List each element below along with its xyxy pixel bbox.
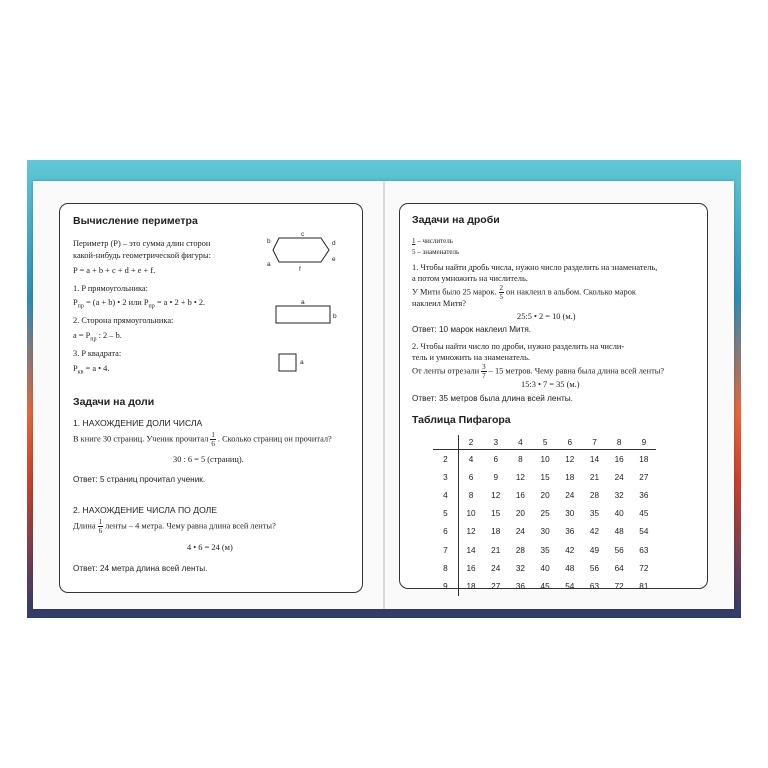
pythagoras-column-header: 5 — [533, 435, 558, 450]
numerator-label: 1 – числитель — [412, 237, 453, 245]
fraction-task1-text-line2: наклеил Митя? — [412, 299, 466, 308]
pythagoras-cell: 16 — [466, 563, 476, 573]
hexagon-shape — [273, 238, 329, 262]
pythagoras-cell: 16 — [614, 454, 624, 464]
pythagoras-row-header: 9 — [433, 577, 458, 595]
pythagoras-cell: 54 — [565, 581, 575, 591]
fraction-task2-text: От ленты отрезали $\frac{3}{7}$ – 15 метров. Чему равна была длина всей ленты? — [412, 363, 665, 380]
square-shape — [279, 354, 296, 371]
pythagoras-row — [433, 541, 656, 559]
pythagoras-cell: 32 — [614, 490, 624, 500]
pythagoras-cell: 54 — [639, 527, 649, 537]
pythagoras-row — [433, 450, 656, 469]
pythagoras-cell: 36 — [515, 581, 525, 591]
pythagoras-cell: 14 — [466, 545, 476, 555]
pythagoras-cell: 40 — [614, 509, 624, 519]
hex-label-c: c — [301, 231, 305, 238]
share-task2-answer: Ответ: 24 метра длина всей ленты. — [73, 564, 208, 573]
square-perimeter-formula: $P_{кв} = a$ • 4. — [73, 364, 110, 376]
share-task2-fraction: $\frac{1}{6}$ — [98, 518, 103, 535]
share-task1-heading: 1. НАХОЖДЕНИЕ ДОЛИ ЧИСЛА — [73, 418, 203, 428]
pythagoras-cell: 16 — [515, 490, 525, 500]
pythagoras-row-header: 5 — [433, 505, 458, 523]
rectangle-shape — [276, 306, 330, 323]
hex-label-f: f — [299, 266, 301, 273]
pythagoras-cell: 48 — [565, 563, 575, 573]
pythagoras-row-header: 4 — [433, 486, 458, 504]
pythagoras-cell: 25 — [540, 509, 550, 519]
share-task1-fraction: $\frac{1}{6}$ — [211, 431, 215, 448]
pythagoras-column-header: 4 — [508, 435, 533, 450]
pythagoras-cell: 32 — [515, 563, 525, 573]
pythagoras-cell: 42 — [565, 545, 575, 555]
pythagoras-row-header: 7 — [433, 541, 458, 559]
pythagoras-cell: 28 — [515, 545, 525, 555]
fraction-task1-calculation: 25:5 • 2 = 10 (м.) — [517, 312, 576, 321]
pythagoras-cell: 72 — [639, 563, 649, 573]
pythagoras-column-header: 7 — [582, 435, 607, 450]
pythagoras-cell: 30 — [540, 527, 550, 537]
shares-heading: Задачи на доли — [73, 396, 155, 408]
fraction-task2-calculation: 15:3 • 7 = 35 (м.) — [521, 380, 580, 389]
pythagoras-cell: 64 — [614, 563, 624, 573]
pythagoras-cell: 63 — [639, 545, 649, 555]
pythagoras-column-header: 3 — [483, 435, 508, 450]
fraction-rule1-line1: 1. Чтобы найти дробь числа, нужно число разделить на знаменатель, — [412, 263, 658, 272]
fraction-task2-fraction: $\frac{3}{7}$ — [482, 363, 486, 380]
pythagoras-cell: 27 — [491, 581, 501, 591]
pythagoras-cell: 8 — [518, 454, 523, 464]
pythagoras-cell: 18 — [639, 454, 649, 464]
pythagoras-row — [433, 486, 656, 504]
pythagoras-cell: 21 — [589, 472, 600, 482]
pythagoras-cell: 42 — [589, 527, 600, 537]
hex-label-d: d — [332, 240, 336, 247]
pythagoras-cell: 36 — [639, 490, 649, 500]
pythagoras-cell: 14 — [589, 454, 600, 464]
share-task1-calculation: 30 : 6 = 5 (страниц). — [173, 455, 244, 464]
pythagoras-cell: 27 — [639, 472, 649, 482]
pythagoras-cell: 36 — [565, 527, 575, 537]
pythagoras-header-row — [433, 435, 656, 450]
pythagoras-cell: 15 — [540, 472, 550, 482]
pythagoras-cell: 6 — [468, 472, 474, 482]
pythagoras-column-header: 2 — [458, 435, 483, 450]
fraction-task2-answer: Ответ: 35 метров была длина всей ленты. — [412, 394, 573, 403]
pythagoras-cell: 10 — [540, 454, 550, 464]
pythagoras-row — [433, 468, 656, 486]
hex-label-b: b — [267, 238, 271, 245]
perimeter-formula: P = a + b + c + d + e + f. — [73, 266, 156, 275]
pythagoras-cell: 24 — [515, 527, 525, 537]
rectangle-figure — [272, 298, 340, 328]
pythagoras-cell: 15 — [491, 509, 501, 519]
pythagoras-cell: 45 — [540, 581, 550, 591]
square-label-a: a — [300, 359, 304, 366]
pythagoras-cell: 12 — [466, 527, 476, 537]
pythagoras-cell: 81 — [639, 581, 649, 591]
pythagoras-cell: 63 — [589, 581, 600, 591]
pythagoras-cell: 24 — [614, 472, 624, 482]
pythagoras-cell: 20 — [515, 509, 525, 519]
pythagoras-cell: 10 — [466, 509, 476, 519]
hex-label-e: e — [332, 256, 336, 263]
pythagoras-cell: 56 — [614, 545, 624, 555]
share-task1-text: В книге 30 страниц. Ученик прочитал $\frac{1}{6}$ . Сколько страниц он прочитал? — [73, 431, 332, 448]
fraction-task1-text: У Мити было 25 марок. $\frac{2}{5}$ он наклеил в альбом. Сколько марок — [412, 284, 636, 301]
pythagoras-column-header: 9 — [632, 435, 657, 450]
pythagoras-cell: 48 — [614, 527, 624, 537]
fraction-task1-answer: Ответ: 10 марок наклеил Митя. — [412, 325, 532, 334]
notebook-spine — [383, 181, 385, 609]
pythagoras-cell: 35 — [589, 509, 600, 519]
pythagoras-cell: 56 — [589, 563, 600, 573]
pythagoras-cell: 9 — [493, 472, 498, 482]
rect-perimeter-heading: 1. P прямоугольника: — [73, 284, 148, 293]
pythagoras-column-header: 6 — [557, 435, 582, 450]
rect-label-a: a — [301, 299, 305, 306]
fraction-rule2-line1: 2. Чтобы найти число по дроби, нужно разделить на числи- — [412, 342, 625, 351]
fraction-task1-fraction: $\frac{2}{5}$ — [499, 284, 504, 301]
fraction-rule1-line2: а потом умножить на числитель. — [412, 274, 528, 283]
pythagoras-cell: 72 — [614, 581, 624, 591]
pythagoras-cell: 28 — [589, 490, 600, 500]
fraction-rule2-line2: тель и умножить на знаменатель. — [412, 353, 530, 362]
pythagoras-cell: 21 — [491, 545, 501, 555]
pythagoras-cell: 35 — [540, 545, 550, 555]
pythagoras-cell: 24 — [491, 563, 501, 573]
square-figure — [277, 352, 317, 376]
hexagon-figure — [265, 230, 345, 275]
rect-label-b: b — [333, 313, 337, 320]
pythagoras-cell: 8 — [468, 490, 474, 500]
pythagoras-cell: 12 — [491, 490, 501, 500]
denominator-label: 5 – знаменатель — [412, 248, 460, 256]
share-task2-heading: 2. НАХОЖДЕНИЕ ЧИСЛА ПО ДОЛЕ — [73, 505, 218, 515]
perimeter-definition-line1: Периметр (P) – это сумма длин сторон — [73, 239, 211, 248]
pythagoras-row-header: 3 — [433, 468, 458, 486]
rect-side-heading: 2. Сторона прямоугольника: — [73, 316, 174, 325]
pythagoras-cell: 12 — [565, 454, 575, 464]
pythagoras-cell: 49 — [589, 545, 600, 555]
pythagoras-table — [433, 435, 656, 596]
pythagoras-cell: 40 — [540, 563, 550, 573]
pythagoras-row-header: 6 — [433, 523, 458, 541]
pythagoras-cell: 45 — [639, 509, 649, 519]
pythagoras-row — [433, 505, 656, 523]
perimeter-definition-line2: какой-нибудь геометрической фигуры: — [73, 251, 211, 260]
rect-perimeter-formula: $P_{пр} = (a + b)$ • 2 или $P_{пр} = a$ • 2 + b • 2. — [73, 298, 206, 310]
rect-side-formula: $a = P_{пр}$ : 2 – b. — [73, 331, 122, 343]
pythagoras-cell: 18 — [565, 472, 575, 482]
pythagoras-cell: 20 — [540, 490, 550, 500]
pythagoras-cell: 24 — [565, 490, 575, 500]
share-task2-text: Длина $\frac{1}{6}$ ленты – 4 метра. Чему равна длина всей ленты? — [73, 518, 276, 535]
pythagoras-corner-cell — [433, 435, 458, 450]
pythagoras-cell: 12 — [515, 472, 525, 482]
pythagoras-cell: 6 — [493, 454, 498, 464]
pythagoras-cell: 18 — [466, 581, 476, 591]
share-task2-calculation: 4 • 6 = 24 (м) — [187, 543, 233, 552]
square-perimeter-heading: 3. P квадрата: — [73, 349, 122, 358]
pythagoras-row — [433, 559, 656, 577]
pythagoras-row — [433, 577, 656, 595]
hex-label-a: a — [267, 261, 271, 268]
pythagoras-cell: 30 — [565, 509, 575, 519]
perimeter-heading: Вычисление периметра — [73, 215, 198, 227]
pythagoras-row-header: 8 — [433, 559, 458, 577]
fractions-heading: Задачи на дроби — [412, 214, 500, 226]
pythagoras-cell: 4 — [468, 454, 474, 464]
pythagoras-column-header: 8 — [607, 435, 632, 450]
pythagoras-row — [433, 523, 656, 541]
pythagoras-cell: 18 — [491, 527, 501, 537]
pythagoras-row-header: 2 — [433, 450, 458, 469]
pythagoras-table-heading: Таблица Пифагора — [412, 414, 511, 426]
share-task1-answer: Ответ: 5 страниц прочитал ученик. — [73, 475, 206, 484]
